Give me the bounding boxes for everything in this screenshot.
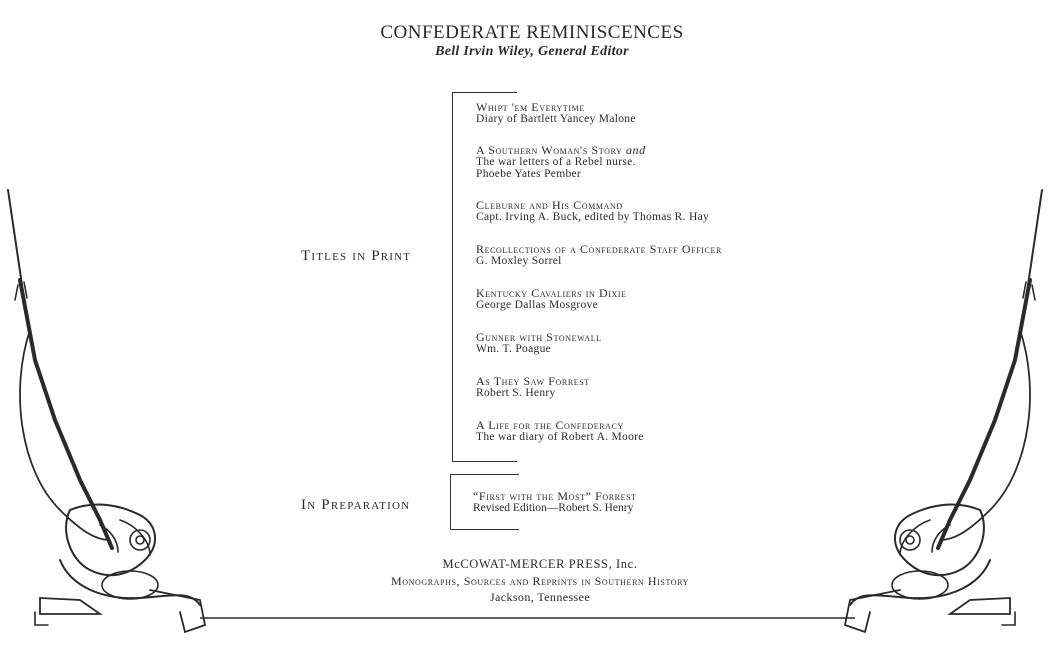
publisher-name: McCOWAT-MERCER PRESS, Inc. bbox=[442, 557, 638, 571]
list-item bbox=[476, 419, 644, 443]
book-title: A Life for the Confederacy bbox=[476, 418, 624, 432]
list-item bbox=[476, 243, 722, 267]
list-item bbox=[476, 144, 646, 180]
book-title: “First with the Most” Forrest bbox=[473, 489, 637, 503]
book-title-suffix: and bbox=[625, 143, 646, 157]
book-author: Robert S. Henry bbox=[476, 387, 556, 399]
book-title: Recollections of a Confederate Staff Officer bbox=[476, 242, 722, 256]
series-editor: Bell Irvin Wiley, General Editor bbox=[435, 44, 629, 59]
list-item bbox=[476, 331, 602, 355]
list-item bbox=[476, 101, 636, 125]
in-preparation-label: In Preparation bbox=[301, 497, 411, 513]
list-item bbox=[473, 490, 637, 514]
book-title: Cleburne and His Command bbox=[476, 198, 623, 212]
book-title: As They Saw Forrest bbox=[476, 374, 590, 388]
list-item bbox=[476, 375, 590, 399]
book-author: Wm. T. Poague bbox=[476, 343, 552, 355]
publisher-city: Jackson, Tennessee bbox=[489, 590, 591, 604]
book-author: The war diary of Robert A. Moore bbox=[476, 431, 644, 443]
book-title: Whipt 'em Everytime bbox=[476, 100, 585, 114]
series-title: CONFEDERATE REMINISCENCES bbox=[380, 22, 684, 43]
book-author: Phoebe Yates Pember bbox=[476, 168, 582, 180]
book-title: Gunner with Stonewall bbox=[476, 330, 602, 344]
titles-in-print-label: Titles in Print bbox=[301, 248, 412, 264]
book-title: Kentucky Cavaliers in Dixie bbox=[476, 286, 627, 300]
book-author: Diary of Bartlett Yancey Malone bbox=[476, 113, 636, 125]
list-item bbox=[476, 287, 627, 311]
book-title-text: A Southern Woman's Story bbox=[476, 143, 623, 157]
book-subtitle: The war letters of a Rebel nurse. bbox=[476, 156, 636, 168]
book-author: G. Moxley Sorrel bbox=[476, 255, 562, 267]
book-author: George Dallas Mosgrove bbox=[476, 299, 598, 311]
publisher-tagline: Monographs, Sources and Reprints in Southern History bbox=[390, 574, 690, 588]
book-author: Revised Edition—Robert S. Henry bbox=[473, 502, 634, 514]
book-author: Capt. Irving A. Buck, edited by Thomas R. Hay bbox=[476, 211, 710, 223]
list-item bbox=[476, 199, 709, 223]
book-title bbox=[476, 144, 646, 156]
